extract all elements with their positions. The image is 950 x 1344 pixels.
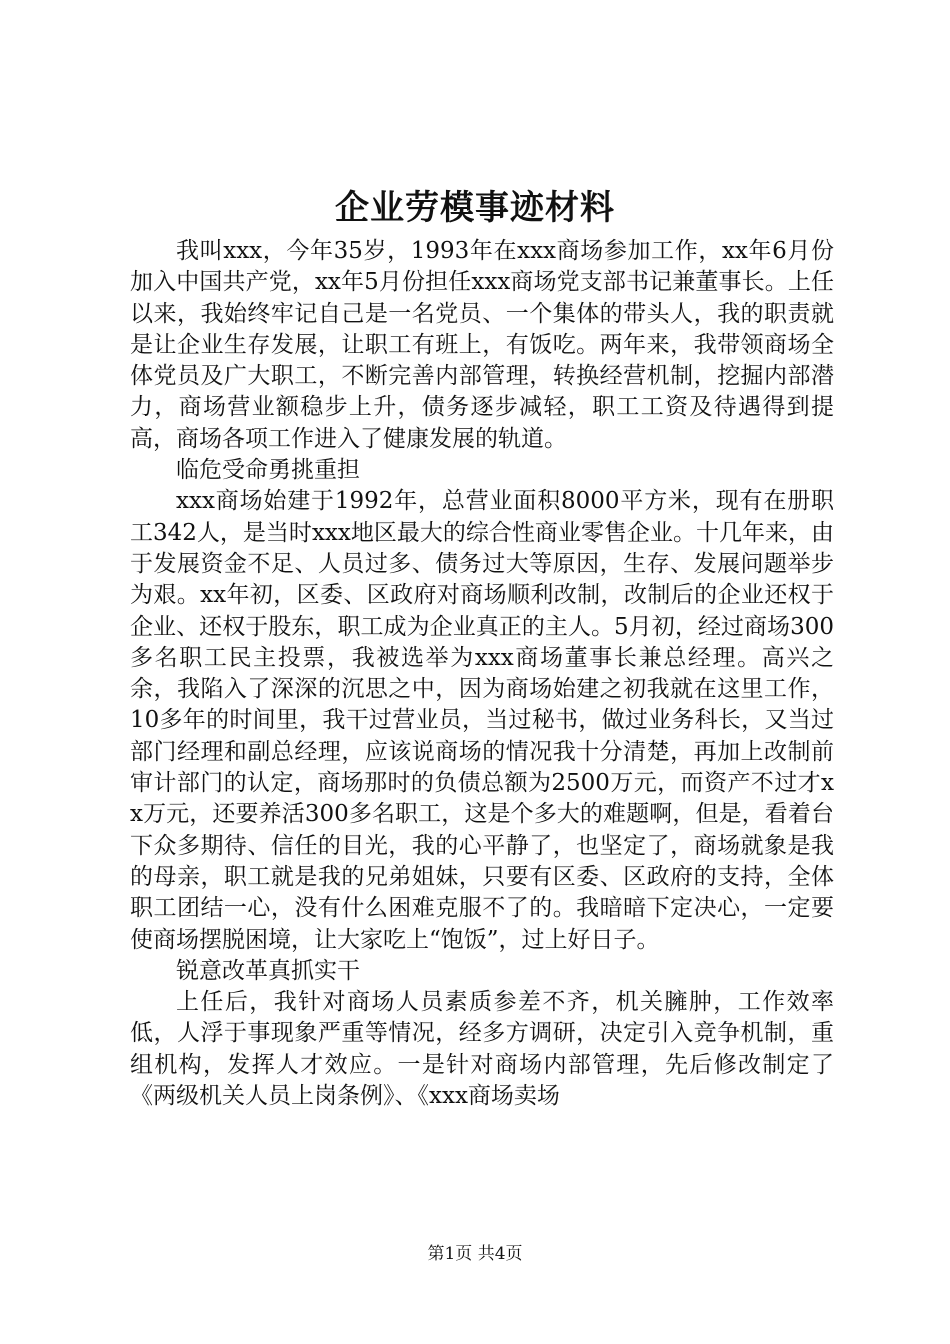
page-footer: 第1页 共4页	[427, 1244, 523, 1264]
section-heading-1: 临危受命勇挑重担	[176, 457, 360, 484]
section-heading-2: 锐意改革真抓实干	[176, 957, 360, 984]
paragraph-intro: 我叫xxx，今年35岁，1993年在xxx商场参加工作，xx年6月份加入中国共产党，xx年5月份担任xxx商场党支部书记兼董事长。上任以来，我始终牢记自己是一名党员、一个集体的带头人，我的职责就是让企业生存发展，让职工有班上，有饭吃。两年来，我带领商场全体党员及广大职工，不断完善内部管理，转换经营机制，挖掘内部潜力，商场营业额稳步上升，债务逐步减轻，职工工资及待遇得到提高，商场各项工作进入了健康发展的轨道。	[130, 238, 834, 452]
paragraph-2: xxx商场始建于1992年，总营业面积8000平方米，现有在册职工342人，是当时xxx地区最大的综合性商业零售企业。十几年来，由于发展资金不足、人员过多、债务过大等原因，生存、发展问题举步为艰。xx年初，区委、区政府对商场顺利改制，改制后的企业还权于企业、还权于股东，职工成为企业真正的主人。5月初，经过商场300多名职工民主投票，我被选举为xxx商场董事长兼总经理。高兴之余，我陷入了深深的沉思之中，因为商场始建之初我就在这里工作，10多年的时间里，我干过营业员，当过秘书，做过业务科长，又当过部门经理和副总经理，应该说商场的情况我十分清楚，再加上改制前审计部门的认定，商场那时的负债总额为2500万元，而资产不过才xx万元，还要养活300多名职工，这是个多大的难题啊，但是，看着台下众多期待、信任的目光，我的心平静了，也坚定了，商场就象是我的母亲，职工就是我的兄弟姐妹，只要有区委、区政府的支持，全体职工团结一心，没有什么困难克服不了的。我暗暗下定决心，一定要使商场摆脱困境，让大家吃上“饱饭”，过上好日子。	[130, 488, 834, 953]
document-title: 企业劳模事迹材料	[335, 188, 615, 228]
paragraph-3: 上任后，我针对商场人员素质参差不齐，机关臃肿，工作效率低，人浮于事现象严重等情况，经多方调研，决定引入竞争机制，重组机构，发挥人才效应。一是针对商场内部管理，先后修改制定了《两级机关人员上岗条例》、《xxx商场卖场	[130, 989, 834, 1110]
document-body	[130, 236, 834, 1112]
